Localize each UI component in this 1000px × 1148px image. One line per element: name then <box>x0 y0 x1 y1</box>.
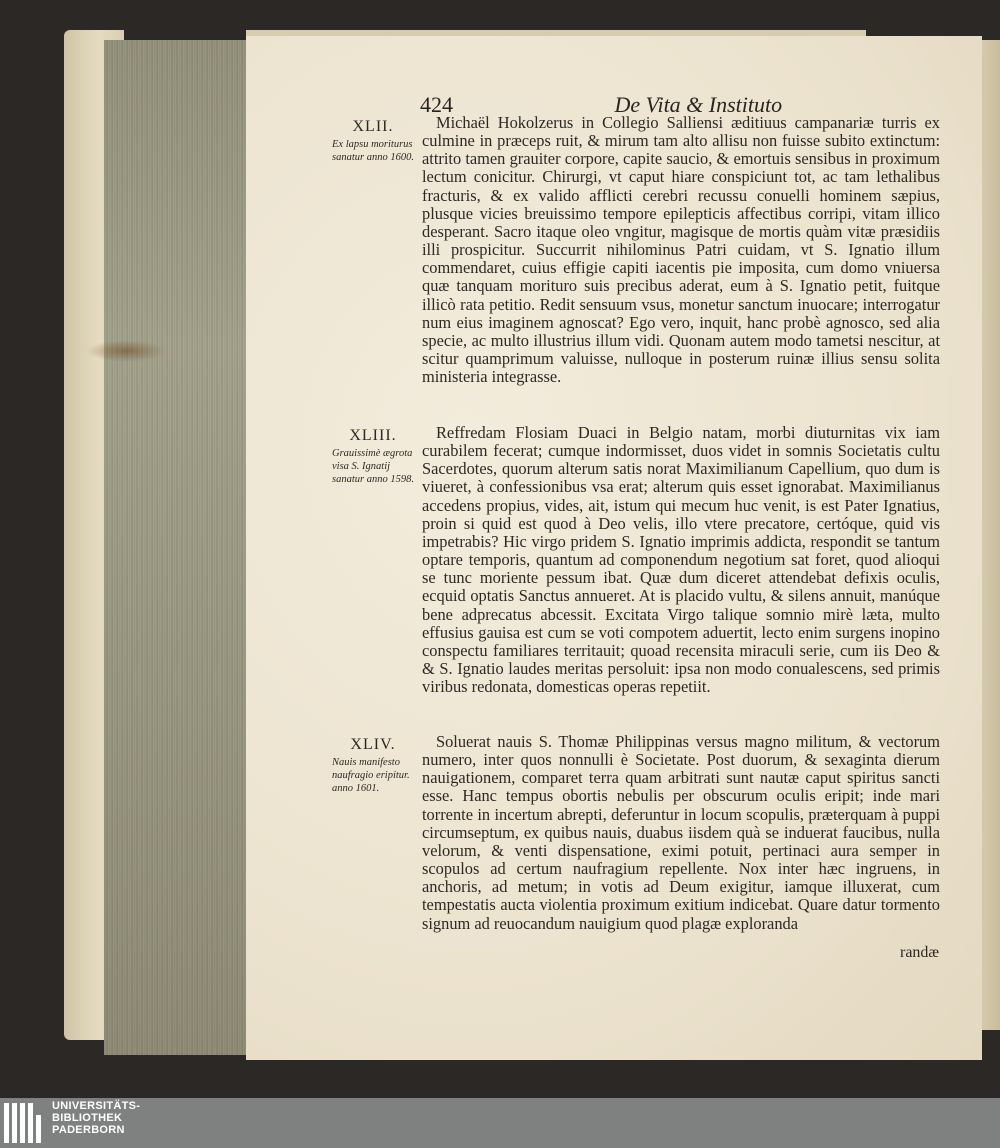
running-title: De Vita & Instituto <box>614 92 783 117</box>
margin-note-xliv <box>332 736 414 795</box>
side-note: Nauis manifesto naufragio eripitur. anno 1601. <box>332 757 410 794</box>
library-name-line: PADERBORN <box>52 1124 125 1136</box>
paragraph: Michaël Hokolzerus in Collegio Salliensi æditiuus campanariæ turris ex culmine in præceps ruit, & mirum tam alto allisu non fuisse subito extinctum: attrito tamen grauiter corpore, capite saucio, & emortuis sensibus in proximum lectum conicitur. Chirurgi, vt caput hiare conspiciunt tot, ac tam lethalibus fracturis, & ex valido afflicti cerebri recussu conuelli hominem sæpius, plusque vicies breuissimo tempore epilepticis affectibus corripi, vitam illico desperant. Sacro itaque oleo vngitur, magisque de mortis quàm vitæ præsidiis illi prospicitur. Succurrit nihilominus Patri cuidam, vt S. Ignatio illum commendaret, cuius effigie capiti iacentis pie imposita, cum domo vniuersa quæ tanquam morituro suis precibus aderat, eum à S. Ignatio petit, fuitque illicò rata petitio. Redit sensuum vsus, monetur sanctum inuocare; interrogatur num eius imaginem agnoscat? Ego vero, inquit, hanc probè agnosco, sed alia specie, ac multo illustrius illum vidi. Quonam autem modo tametsi nescitur, at scitur quamprimum valuisse, nulloque in posterum ruinæ illius sensu solita ministeria integrasse. <box>422 113 940 387</box>
side-note: Grauissimè ægrota visa S. Ignatij sanatur anno 1598. <box>332 448 414 485</box>
margin-note-xliii <box>332 427 414 486</box>
catchword: randæ <box>900 944 940 961</box>
right-page-edge <box>980 40 1000 1030</box>
section-text-xliii <box>422 424 940 696</box>
paragraph: Soluerat nauis S. Thomæ Philippinas versus magno militum, & vectorum numero, inter quos nonnulli è Societate. Post duorum, & sexaginta dierum nauigationem, comparet terra quam arbitrati sunt nautæ caput spiritus sancti esse. Hanc tempus obortis nebulis per obscurum oculis eripit; inde mari torrente in incertum abrepti, deferuntur in locum scopulis, præterquam à puppi circumseptum, ex quibus nauis, duabus iisdem quà se induerat faucibus, nulla velorum, & venti dispensatione, eximi potuit, pertinaci aura semper in scopulos ad certum naufragium repellente. Nox inter hæc ingruens, in anchoris, ad metum; in votis ad Deum exigitur, iamque illuxerat, cum tempestatis aucta violentia proximum exitium indicebat. Quare datur tormento signum ad reuocandum nauigium quod plagæ exploranda <box>422 732 940 933</box>
page-block-edges <box>104 40 249 1055</box>
library-name-line: BIBLIOTHEK <box>52 1112 123 1124</box>
library-name <box>52 1100 140 1136</box>
section-number: XLIII. <box>349 427 397 444</box>
section-text-xliv <box>422 733 940 933</box>
library-footer <box>0 1098 1000 1148</box>
page-number: 424 <box>420 92 453 117</box>
margin-note-xlii <box>332 118 414 164</box>
library-logo-icon <box>4 1103 48 1143</box>
section-number: XLIV. <box>350 736 396 753</box>
section-number: XLII. <box>352 118 394 135</box>
section-text-xlii <box>422 114 940 386</box>
paragraph: Reffredam Flosiam Duaci in Belgio natam, morbi diuturnitas vix iam curabilem fecerat; cumque indormisset, duos videt in somnis Societatis cultu Sacerdotes, quorum alterum satis norat Maximilianum Capellium, quo dum is viueret, à confessionibus vsa erat; alterum quis esset ignorabat. Maximilianus accedens propius, vides, ait, istum qui mecum huc venit, is est Pater Ignatius, proin si quid est quod à Deo velis, illo vtere precatore, certóque, quid vis impetrabis? Hic virgo pridem S. Ignatio imprimis addicta, respondit se tantum optare temporis, quantum ad componendum negotium sat foret, quod alioqui se tunc moriente pessum ibat. Quæ dum diceret attendebat defixis oculis, ecquid optatis Sanctus annueret. At is placido vultu, & silens annuit, manúque bene adprecatus abcessit. Excitata Virgo talique somnio mirè læta, multo effusius gauisa est cum se voti compotem aduertit, lecto enim surgens inopino conspectu familiares territauit; quoad recensita miraculi serie, cum iis Deo & & S. Ignatio laudes meritas persoluit: ipsa non modo conualescens, sed primis viribus redonata, domesticas operas repetiit. <box>422 423 940 697</box>
page-stain <box>86 340 166 362</box>
library-name-line: UNIVERSITÄTS- <box>52 1100 141 1112</box>
side-note: Ex lapsu moriturus sanatur anno 1600. <box>332 139 414 163</box>
